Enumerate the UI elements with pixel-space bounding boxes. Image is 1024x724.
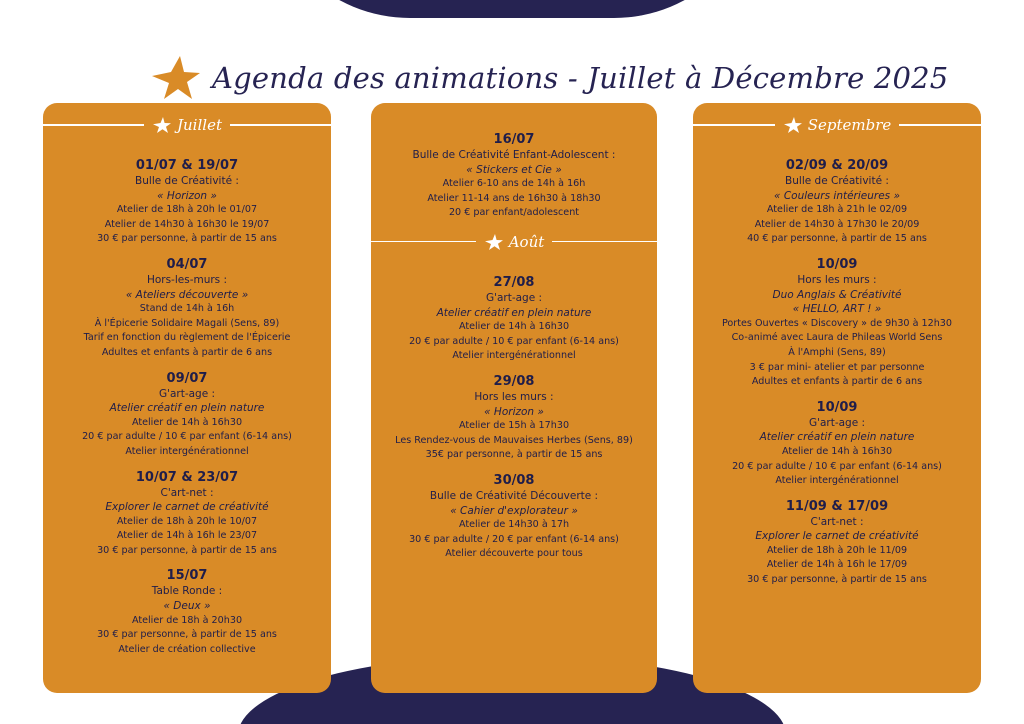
event-detail: Stand de 14h à 16h xyxy=(139,303,235,315)
event-subtitle: « Ateliers découverte » xyxy=(125,288,249,301)
month-name: Juillet xyxy=(177,116,222,134)
event-detail: Atelier intergénérationnel xyxy=(452,350,576,362)
event-detail: Atelier 11-14 ans de 16h30 à 18h30 xyxy=(427,192,601,204)
event-detail: Atelier de 15h à 17h30 xyxy=(458,420,570,432)
event-name: Bulle de Créativité Enfant-Adolescent : xyxy=(412,149,616,161)
event-subtitle: « Horizon » xyxy=(484,405,544,418)
event-card xyxy=(693,256,981,390)
event-detail: 30 € par personne, à partir de 15 ans xyxy=(97,629,277,641)
decorative-top-shape xyxy=(262,0,762,18)
event-detail: 20 € par enfant/adolescent xyxy=(448,207,580,219)
event-date: 30/08 xyxy=(493,472,535,488)
event-card xyxy=(371,373,657,463)
page-title: Agenda des animations - Juillet à Décembre 2025 xyxy=(212,61,949,95)
event-detail: Atelier de 14h à 16h le 17/09 xyxy=(766,559,908,571)
event-card xyxy=(693,498,981,588)
event-name: G'art-age : xyxy=(158,387,216,400)
event-card xyxy=(371,472,657,562)
event-subtitle: Atelier créatif en plein nature xyxy=(759,431,915,444)
event-name: Table Ronde : xyxy=(151,585,223,598)
event-detail: Atelier de création collective xyxy=(118,643,256,655)
event-name: G'art-age : xyxy=(808,416,866,429)
event-date: 02/09 & 20/09 xyxy=(785,158,889,173)
event-name: Bulle de Créativité : xyxy=(135,175,239,187)
event-detail: Atelier de 14h à 16h30 xyxy=(458,321,570,333)
month-label xyxy=(775,116,900,134)
event-detail: Atelier de 14h30 à 17h xyxy=(458,519,570,531)
event-subtitle: « Cahier d'explorateur » xyxy=(450,504,578,517)
star-icon xyxy=(484,233,504,251)
event-detail: 30 € par personne, à partir de 15 ans xyxy=(97,233,277,245)
event-card xyxy=(43,567,331,657)
event-date: 27/08 xyxy=(493,274,535,290)
event-name: Bulle de Créativité : xyxy=(785,175,889,187)
event-detail: Co-animé avec Laura de Phileas World Sens xyxy=(731,332,943,344)
event-detail: 30 € par personne, à partir de 15 ans xyxy=(97,544,277,556)
column-juillet xyxy=(43,103,331,693)
event-subtitle: « Horizon » xyxy=(157,189,217,202)
month-name: Septembre xyxy=(807,116,892,134)
event-detail: Atelier de 14h30 à 17h30 le 20/09 xyxy=(754,218,920,230)
event-name: Hors-les-murs : xyxy=(146,273,228,286)
event-name: Hors les murs : xyxy=(474,390,554,403)
event-date: 10/07 & 23/07 xyxy=(135,469,239,485)
event-name: Bulle de Créativité Découverte : xyxy=(429,489,599,502)
event-detail: Atelier de 18h à 20h le 01/07 xyxy=(116,204,258,216)
event-name: C'art-net : xyxy=(810,515,864,528)
event-card xyxy=(693,157,981,247)
column-septembre xyxy=(693,103,981,693)
event-detail: Atelier intergénérationnel xyxy=(125,445,249,457)
event-detail: Atelier de 14h30 à 16h30 le 19/07 xyxy=(104,218,270,230)
month-label xyxy=(476,233,553,251)
event-subtitle: « Deux » xyxy=(163,600,211,613)
event-detail: Atelier de 18h à 20h le 11/09 xyxy=(766,544,908,556)
event-detail: Atelier de 14h à 16h30 xyxy=(781,445,893,457)
event-date: 11/09 & 17/09 xyxy=(785,498,889,514)
event-card xyxy=(43,157,331,247)
event-subtitle: Duo Anglais & Créativité xyxy=(772,288,902,301)
event-card xyxy=(43,469,331,559)
column-top-spacer xyxy=(371,103,657,131)
event-subtitle: Explorer le carnet de créativité xyxy=(755,530,919,543)
event-detail: Tarif en fonction du règlement de l'Épicerie xyxy=(83,332,291,344)
event-date: 04/07 xyxy=(166,256,208,272)
event-detail: 30 € par adulte / 20 € par enfant (6-14 ans) xyxy=(409,533,619,545)
event-subtitle: Atelier créatif en plein nature xyxy=(436,306,592,319)
event-detail: Atelier de 18h à 20h30 xyxy=(131,614,243,626)
month-header xyxy=(43,114,331,136)
event-detail: 20 € par adulte / 10 € par enfant (6-14 ans) xyxy=(82,431,292,443)
star-icon xyxy=(783,116,803,134)
event-card xyxy=(371,274,657,364)
event-detail: Atelier de 18h à 21h le 02/09 xyxy=(766,204,908,216)
column-aout xyxy=(371,103,657,693)
month-label xyxy=(144,116,230,134)
page-header xyxy=(150,52,949,104)
event-name: C'art-net : xyxy=(160,486,214,499)
event-detail: 20 € par adulte / 10 € par enfant (6-14 ans) xyxy=(732,460,942,472)
event-subtitle: Explorer le carnet de créativité xyxy=(105,501,269,514)
month-header xyxy=(371,231,657,253)
event-detail: Adultes et enfants à partir de 6 ans xyxy=(101,346,273,358)
event-detail: À l'Amphi (Sens, 89) xyxy=(788,346,886,358)
event-date: 10/09 xyxy=(816,399,858,415)
month-header xyxy=(693,114,981,136)
event-detail: 20 € par adulte / 10 € par enfant (6-14 ans) xyxy=(409,335,619,347)
event-date: 29/08 xyxy=(493,373,535,389)
event-detail: Atelier découverte pour tous xyxy=(445,548,583,560)
event-subtitle: Atelier créatif en plein nature xyxy=(109,402,265,415)
event-subtitle: « Stickers et Cie » xyxy=(466,163,562,176)
event-detail: Les Rendez-vous de Mauvaises Herbes (Sens, 89) xyxy=(395,434,633,446)
event-card xyxy=(693,399,981,489)
event-subtitle: « HELLO, ART ! » xyxy=(792,303,882,316)
star-icon xyxy=(152,116,172,134)
month-name: Août xyxy=(508,232,545,251)
event-date: 09/07 xyxy=(166,370,208,386)
event-card xyxy=(43,370,331,460)
event-subtitle: « Couleurs intérieures » xyxy=(774,189,900,202)
event-date: 15/07 xyxy=(166,568,208,584)
event-detail: Atelier 6-10 ans de 14h à 16h xyxy=(442,178,586,190)
event-date: 01/07 & 19/07 xyxy=(135,158,239,173)
event-detail: À l'Épicerie Solidaire Magali (Sens, 89) xyxy=(94,317,280,329)
event-name: G'art-age : xyxy=(485,291,543,304)
event-detail: Adultes et enfants à partir de 6 ans xyxy=(751,376,923,388)
event-detail: 35€ par personne, à partir de 15 ans xyxy=(425,449,603,461)
star-icon xyxy=(150,54,202,102)
event-detail: Atelier de 14h à 16h le 23/07 xyxy=(116,530,258,542)
event-detail: Portes Ouvertes « Discovery » de 9h30 à 12h30 xyxy=(721,317,953,329)
event-detail: 40 € par personne, à partir de 15 ans xyxy=(747,233,927,245)
event-detail: 30 € par personne, à partir de 15 ans xyxy=(747,574,927,586)
event-date: 16/07 xyxy=(493,132,535,147)
event-detail: 3 € par mini- atelier et par personne xyxy=(749,361,925,373)
event-name: Hors les murs : xyxy=(797,273,877,286)
event-date: 10/09 xyxy=(816,256,858,272)
event-card xyxy=(43,256,331,361)
event-card xyxy=(371,131,657,221)
event-detail: Atelier de 18h à 20h le 10/07 xyxy=(116,515,258,527)
event-detail: Atelier de 14h à 16h30 xyxy=(131,416,243,428)
event-detail: Atelier intergénérationnel xyxy=(775,475,899,487)
